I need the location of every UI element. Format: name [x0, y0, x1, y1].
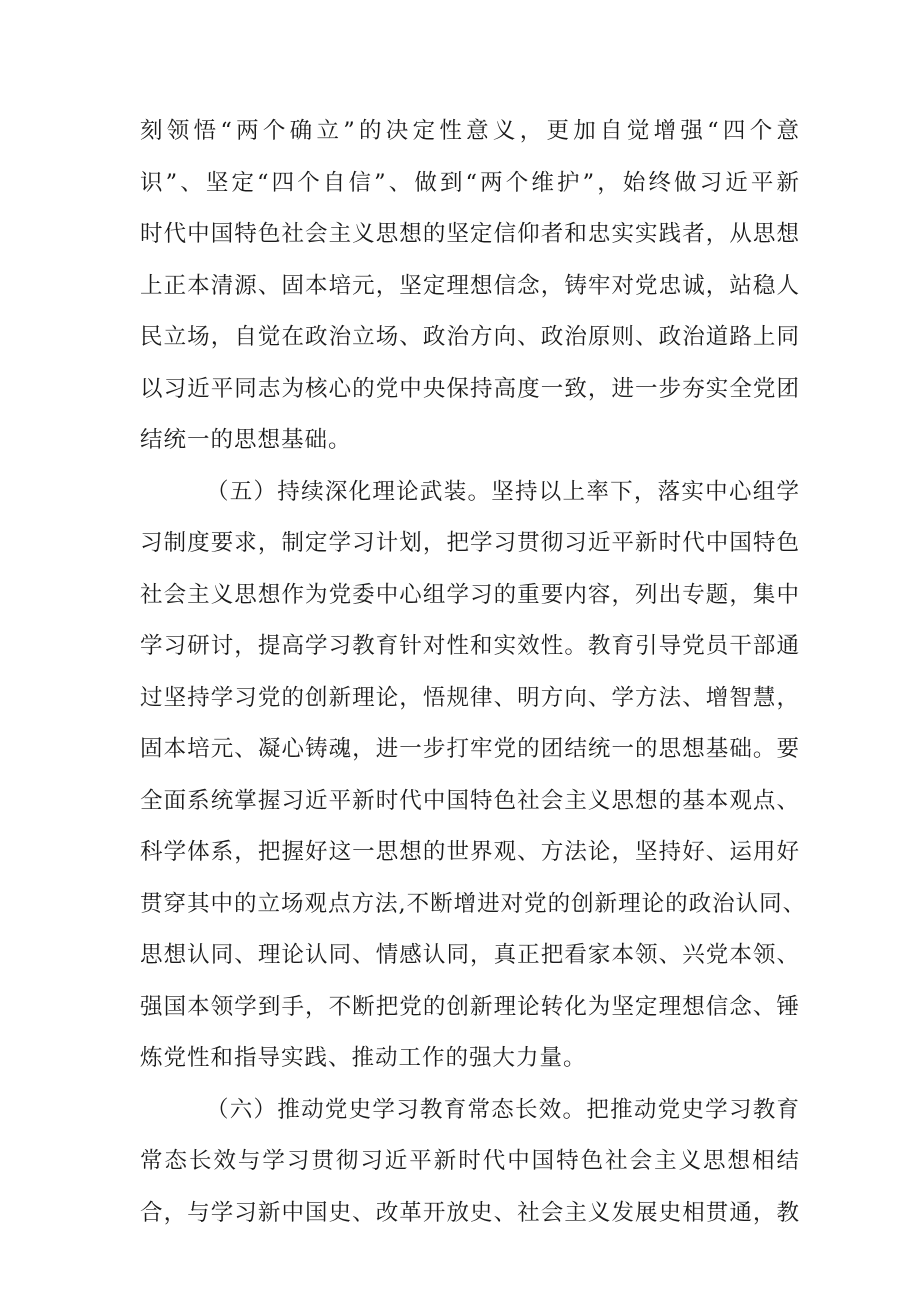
- text-line: 合，与学习新中国史、改革开放史、社会主义发展史相贯通，教: [140, 1199, 800, 1226]
- text-line: 识”、坚定“四个自信”、做到“两个维护”，始终做习近平新: [140, 169, 800, 196]
- text-line: 炼党性和指导实践、推动工作的强大力量。: [140, 1045, 587, 1071]
- section-heading-line: （六）推动党史学习教育常态长效。把推动党史学习教育: [206, 1096, 800, 1123]
- document-body: [140, 106, 807, 1239]
- text-line: 固本培元、凝心铸魂，进一步打牢党的团结统一的思想基础。要: [140, 736, 800, 762]
- text-line: 科学体系，把握好这一思想的世界观、方法论，坚持好、运用好: [140, 839, 800, 865]
- paragraph-continued: [140, 106, 800, 467]
- text-line: 上正本清源、固本培元，坚定理想信念，铸牢对党忠诚，站稳人: [140, 272, 800, 299]
- text-line: 以习近平同志为核心的党中央保持高度一致，进一步夯实全党团: [140, 375, 800, 402]
- text-line: 社会主义思想作为党委中心组学习的重要内容，列出专题，集中: [140, 581, 800, 608]
- text-line: 过坚持学习党的创新理论，悟规律、明方向、学方法、增智慧，: [140, 684, 800, 711]
- text-line: 学习研讨，提高学习教育针对性和实效性。教育引导党员干部通: [140, 633, 800, 659]
- paragraph-section-five: [140, 467, 807, 1085]
- text-line: 全面系统掌握习近平新时代中国特色社会主义思想的基本观点、: [140, 787, 800, 814]
- text-line: 强国本领学到手，不断把党的创新理论转化为坚定理想信念、锤: [140, 993, 800, 1020]
- text-line: 思想认同、理论认同、情感认同，真正把看家本领、兴党本领、: [140, 942, 800, 968]
- text-line: 时代中国特色社会主义思想的坚定信仰者和忠实实践者，从思想: [140, 221, 800, 247]
- section-heading-line: （五）持续深化理论武装。坚持以上率下，落实中心组学: [206, 478, 800, 505]
- text-line: 刻领悟“两个确立”的决定性意义，更加自觉增强“四个意: [140, 118, 800, 144]
- text-line: 贯穿其中的立场观点方法,不断增进对党的创新理论的政治认同、: [140, 890, 807, 917]
- text-line: 民立场，自觉在政治立场、政治方向、政治原则、政治道路上同: [140, 324, 800, 350]
- paragraph-section-six: [140, 1085, 800, 1240]
- text-line: 常态长效与学习贯彻习近平新时代中国特色社会主义思想相结: [140, 1148, 800, 1174]
- text-line: 结统一的思想基础。: [140, 427, 352, 453]
- text-line: 习制度要求，制定学习计划，把学习贯彻习近平新时代中国特色: [140, 530, 800, 556]
